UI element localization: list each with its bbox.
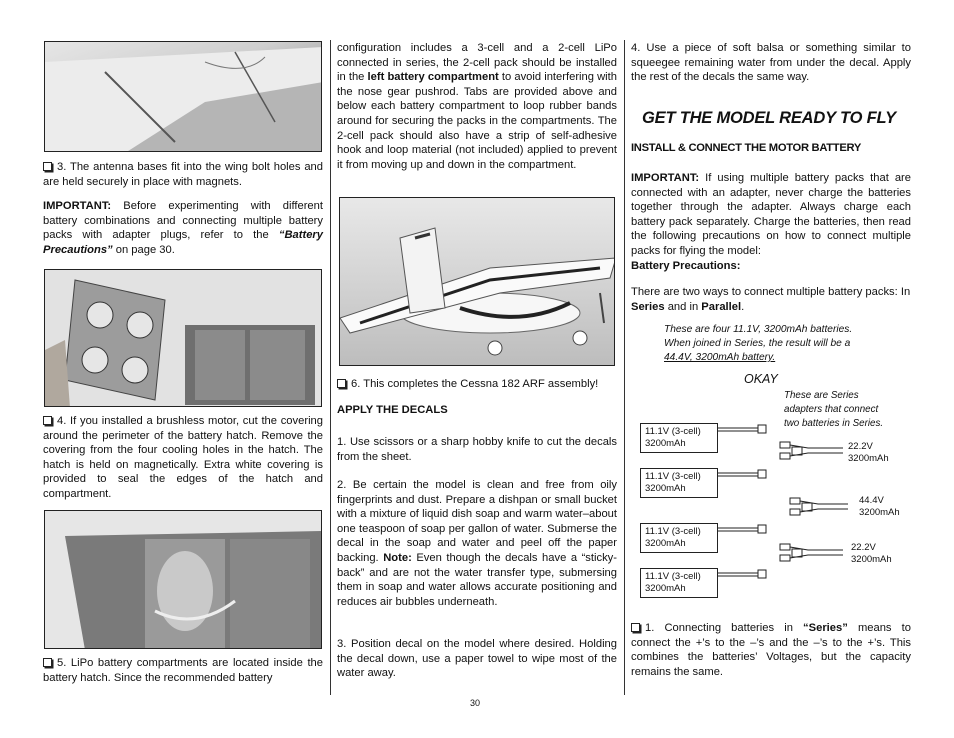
battery-capacity: 3200mAh (645, 583, 686, 594)
step-3-antenna (43, 160, 323, 189)
motor-battery-heading: INSTALL & CONNECT THE MOTOR BATTERY (631, 142, 862, 154)
config-text-a: configuration includes a 3-cell and a 2-cell LiPo connected in series, the 2-cell pack should be installed in the (337, 42, 617, 84)
series-quote-label: “Series” (803, 622, 848, 634)
okay-label: OKAY (744, 372, 778, 386)
series-text-b: means to connect the +’s to the –’s and the –’s to the +’s. This combines the batteries’ Voltages, but the capacity remains the same. (631, 622, 911, 678)
important-note-1 (43, 199, 323, 257)
battery-voltage: 11.1V (3-cell) (645, 526, 701, 537)
column-divider-2 (624, 40, 625, 695)
adapter-caption-line-2: adapters that connect (784, 404, 879, 415)
photo-compartment-graphic (45, 511, 322, 649)
checkbox-icon[interactable] (43, 658, 52, 667)
photo-battery-compartment (44, 510, 322, 649)
decal-step-4: 4. Use a piece of soft balsa or something similar to squeegee remaining water from under the decal. Apply the rest of the decals the same way. (631, 42, 911, 84)
output-3-capacity: 3200mAh (851, 554, 892, 565)
connect-text-mid: and in (664, 300, 702, 313)
battery-capacity: 3200mAh (645, 538, 686, 549)
battery-precautions-ref: “Battery Precautions” (43, 229, 323, 256)
important-text: Before experimenting with different battery combinations and connecting multiple battery packs with adapter plugs, refer to the (43, 200, 323, 242)
adapter-caption-line-1: These are Series (784, 390, 859, 401)
step-5-lipo (43, 656, 323, 685)
photo-cessna-graphic (340, 198, 615, 366)
decal-step-2-text-a: 2. Be certain the model is clean and free from oily fingerprints and dust. Prepare a dishpan or small bucket with a mixture of liquid dish soap and warm water–about one teaspoon of soap per gallon of water. Submerse the decal in the soap and water and peel off the paper backing. (337, 479, 617, 564)
config-text-b: to avoid interfering with the nose gear pushrod. Tabs are provided above and below each battery compartment to loop rubber bands around for securing the packs in the compartments. The 2-cell pack should also have a strip of self-adhesive hook and loop material (not included) applied to prevent it from moving up and down in the compartment. (337, 71, 617, 171)
battery-voltage: 11.1V (3-cell) (645, 571, 701, 582)
parallel-label: Parallel (701, 300, 742, 313)
caption-line-1: These are four 11.1V, 3200mAh batteries. (664, 324, 853, 335)
caption-line-3: 44.4V, 3200mAh battery. (664, 352, 776, 363)
photo-hatch-graphic (45, 270, 322, 407)
important-text-2: If using multiple battery packs that are connected with an adapter, never charge the batteries together through the adapter. Always charge each battery pack separately. Charge the batteries, then read the following precautions on how to connect multiple packs for flying the model: (631, 172, 911, 257)
apply-decals-heading: APPLY THE DECALS (337, 404, 448, 416)
decal-step-2 (337, 478, 617, 609)
step-5-text: 5. LiPo battery compartments are located inside the battery hatch. Since the recommended battery (43, 657, 323, 684)
photo-battery-hatch (44, 269, 322, 407)
battery-pack-4 (640, 568, 718, 598)
page-number: 30 (470, 698, 481, 708)
photo-antenna-graphic (45, 42, 322, 152)
important-label: IMPORTANT: (43, 200, 112, 212)
connect-text-end: . (741, 300, 745, 313)
battery-voltage: 11.1V (3-cell) (645, 426, 701, 437)
step-6-text: 6. This completes the Cessna 182 ARF assembly! (351, 378, 599, 390)
important-note-2 (631, 171, 911, 273)
column-divider-1 (330, 40, 331, 695)
battery-pack-2 (640, 468, 718, 498)
battery-caption (664, 323, 904, 365)
battery-capacity: 3200mAh (645, 483, 686, 494)
decal-step-2-text-b: Even though the decals have a “sticky-back” and are not the water transfer type, submersing them in soap and water allows accurate positioning and reduces air bubbles underneath. (337, 551, 617, 608)
battery-precautions-label: Battery Precautions: (631, 259, 741, 272)
important-label-2: IMPORTANT: (631, 172, 700, 184)
output-2-capacity: 3200mAh (859, 507, 900, 518)
series-label: Series (631, 300, 665, 313)
step-4-brushless (43, 414, 323, 502)
checkbox-icon[interactable] (631, 623, 640, 632)
battery-pack-1 (640, 423, 718, 453)
checkbox-icon[interactable] (43, 162, 52, 171)
connect-text-a: There are two ways to connect multiple battery packs: In (631, 286, 911, 298)
battery-voltage: 11.1V (3-cell) (645, 471, 701, 482)
output-1-voltage: 22.2V (848, 441, 873, 452)
note-label: Note: (383, 551, 412, 564)
connect-ways-para (631, 285, 911, 314)
battery-capacity: 3200mAh (645, 438, 686, 449)
photo-cessna (339, 197, 615, 366)
series-connect-step (631, 621, 911, 679)
step-4-text: 4. If you installed a brushless motor, cut the covering around the perimeter of the battery hatch. Remove the covering from the four cooling holes in the hatch. The hatch is held on magnetically. Extra white covering is provided to seal the edges of the hatch and compartment. (43, 415, 323, 500)
checkbox-icon[interactable] (43, 416, 52, 425)
output-2-voltage: 44.4V (859, 495, 884, 506)
output-1-capacity: 3200mAh (848, 453, 889, 464)
page-ref-text: on page 30. (112, 243, 175, 256)
photo-antenna-wing (44, 41, 322, 152)
step-3-text: 3. The antenna bases fit into the wing bolt holes and are held securely in place with magnets. (43, 161, 323, 188)
decal-step-1: 1. Use scissors or a sharp hobby knife to cut the decals from the sheet. (337, 436, 617, 463)
output-2-label (859, 495, 900, 519)
caption-line-2: When joined in Series, the result will be a (664, 338, 851, 349)
battery-config-para (337, 41, 617, 172)
left-compartment-label: left battery compartment (367, 71, 499, 84)
output-1-label (848, 441, 889, 465)
ready-to-fly-heading: GET THE MODEL READY TO FLY (642, 109, 896, 127)
series-text-a: 1. Connecting batteries in (645, 622, 804, 634)
battery-pack-3 (640, 523, 718, 553)
output-3-label (851, 542, 892, 566)
output-3-voltage: 22.2V (851, 542, 876, 553)
decal-step-3: 3. Position decal on the model where desired. Holding the decal down, use a paper towel to wipe most of the water away. (337, 638, 617, 680)
adapter-caption-line-3: two batteries in Series. (784, 418, 884, 429)
checkbox-icon[interactable] (337, 379, 346, 388)
step-6-complete (337, 377, 617, 392)
